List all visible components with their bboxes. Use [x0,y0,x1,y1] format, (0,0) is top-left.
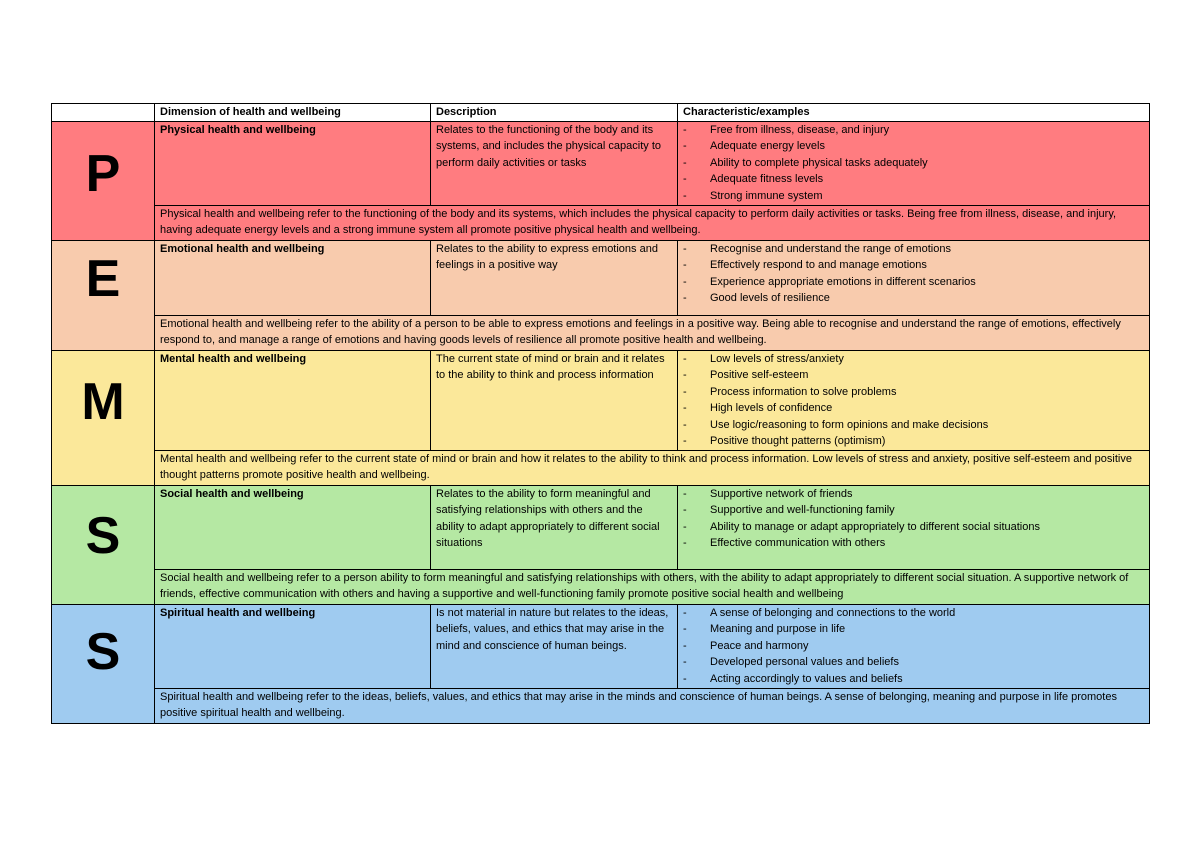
social-dimension-name [155,485,431,569]
emotional-detail-row [52,240,1150,315]
mental-letter: M [52,350,155,485]
list-item: - Strong immune system [683,189,823,202]
list-item: - Ability to complete physical tasks adequately [683,156,928,169]
emotional-dimension-name [155,240,431,315]
list-item: - Positive thought patterns (optimism) [683,435,886,447]
examples-list [683,351,1144,450]
mental-description: The current state of mind or brain and it relates to the ability to think and process information [431,350,678,450]
spiritual-detail-row [52,604,1150,688]
list-item: - High levels of confidence [683,402,833,414]
examples-list [683,605,1144,688]
header-row [52,104,1150,122]
list-item: - Supportive network of friends [683,487,853,500]
dimension-name: Physical health and wellbeing [160,123,316,136]
list-item: - Process information to solve problems [683,385,897,398]
list-item: - Positive self-esteem [683,369,809,381]
examples-list [683,241,1144,307]
social-examples [678,485,1150,569]
list-item: - Low levels of stress/anxiety [683,352,844,365]
list-item: - Ability to manage or adapt appropriately to different social situations [683,520,1040,533]
dimension-name: Social health and wellbeing [160,487,304,500]
header-characteristics: Characteristic/examples [678,104,1150,122]
emotional-summary-row [52,315,1150,350]
list-item: - A sense of belonging and connections to the world [683,606,956,619]
list-item: - Good levels of resilience [683,292,830,304]
physical-summary: Physical health and wellbeing refer to the functioning of the body and its systems, which includes the physical capacity to perform daily activities or tasks. Being free from illness, disease, and injury, having adequate energy levels and a strong immune system all promote positive physical health and wellbeing. [155,205,1150,240]
spiritual-dimension-name [155,604,431,688]
social-summary: Social health and wellbeing refer to a person ability to form meaningful and satisfying relationships with others, with the ability to adapt appropriately to different social situation. A supportive network of friends, effective communication with others and having a supportive and well-functioning family promote positive social health and wellbeing [155,569,1150,604]
emotional-examples [678,240,1150,315]
physical-summary-row [52,205,1150,240]
header-dimension: Dimension of health and wellbeing [155,104,431,122]
spiritual-description: Is not material in nature but relates to the ideas, beliefs, values, and ethics that may arise in the mind and conscience of human beings. [431,604,678,688]
physical-examples [678,121,1150,205]
list-item: - Adequate fitness levels [683,173,824,185]
spiritual-summary: Spiritual health and wellbeing refer to the ideas, beliefs, values, and ethics that may arise in the minds and conscience of human beings. A sense of belonging, meaning and purpose in life promotes positive spiritual health and wellbeing. [155,688,1150,723]
social-description: Relates to the ability to form meaningful and satisfying relationships with others and the ability to adapt appropriately to different social situations [431,485,678,569]
list-item: - Acting accordingly to values and beliefs [683,672,903,685]
physical-description: Relates to the functioning of the body and its systems, and includes the physical capacity to perform daily activities or tasks [431,121,678,205]
list-item: - Use logic/reasoning to form opinions and make decisions [683,418,989,431]
list-item: - Effectively respond to and manage emotions [683,259,927,271]
mental-summary-row [52,450,1150,485]
social-letter: S [52,485,155,604]
header-description: Description [431,104,678,122]
list-item: - Free from illness, disease, and injury [683,123,890,136]
mental-summary: Mental health and wellbeing refer to the current state of mind or brain and how it relates to the ability to think and process information. Low levels of stress and anxiety, positive self-esteem and positive thought patterns promote positive health and wellbeing. [155,450,1150,485]
mental-detail-row [52,350,1150,450]
list-item: - Experience appropriate emotions in different scenarios [683,275,976,288]
list-item: - Supportive and well-functioning family [683,504,895,516]
physical-dimension-name [155,121,431,205]
spiritual-summary-row [52,688,1150,723]
physical-letter: P [52,121,155,240]
list-item: - Effective communication with others [683,537,886,549]
emotional-description: Relates to the ability to express emotions and feelings in a positive way [431,240,678,315]
header-empty-cell [52,104,155,122]
dimension-name: Mental health and wellbeing [160,352,307,365]
spiritual-letter: S [52,604,155,723]
mental-dimension-name [155,350,431,450]
social-summary-row [52,569,1150,604]
social-detail-row [52,485,1150,569]
pems-table [51,103,1150,724]
spiritual-examples [678,604,1150,688]
examples-list [683,486,1144,552]
list-item: - Developed personal values and beliefs [683,656,899,668]
dimension-name: Spiritual health and wellbeing [160,606,316,619]
mental-examples [678,350,1150,450]
list-item: - Peace and harmony [683,639,809,652]
examples-list [683,122,1144,205]
emotional-summary: Emotional health and wellbeing refer to the ability of a person to be able to express emotions and feelings in a positive way. Being able to recognise and understand the range of emotions, effectively respond to, and manage a range of emotions and having goods levels of resilience all promote positive health and wellbeing. [155,315,1150,350]
emotional-letter: E [52,240,155,350]
physical-detail-row [52,121,1150,205]
dimension-name: Emotional health and wellbeing [160,242,325,255]
list-item: - Recognise and understand the range of emotions [683,242,951,255]
list-item: - Meaning and purpose in life [683,623,846,635]
list-item: - Adequate energy levels [683,140,825,152]
